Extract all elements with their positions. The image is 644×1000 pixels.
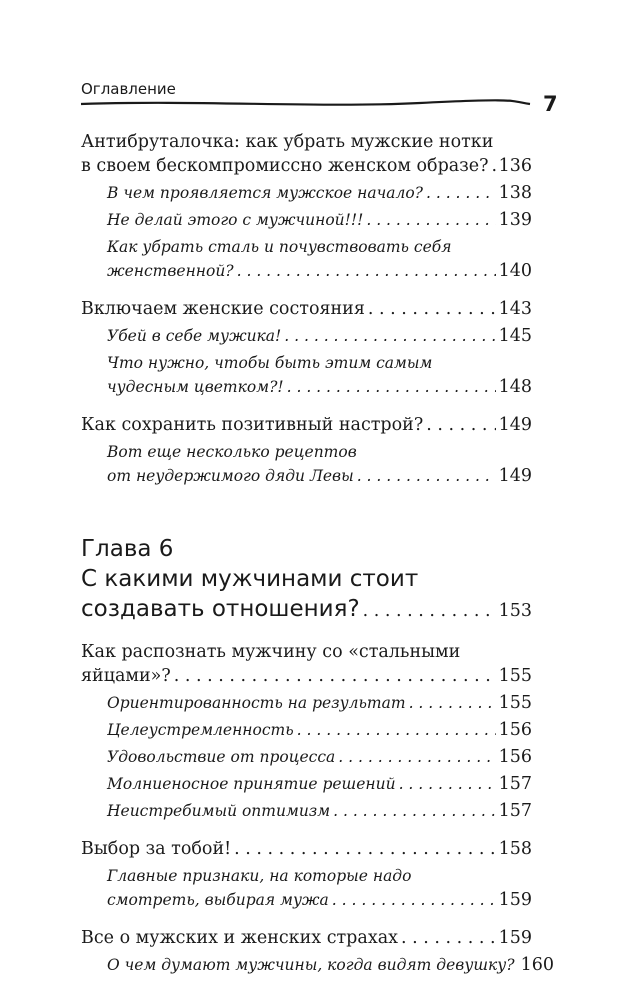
toc-entry-title: Неистребимый оптимизм [107, 802, 331, 820]
toc-entry-title: Молниеносное принятие решений [107, 775, 396, 793]
toc-entry[interactable] [81, 130, 532, 178]
toc-entry[interactable] [81, 837, 532, 861]
leader-dots [492, 154, 496, 178]
toc-entry-title: в своем бескомпромиссно женском образе? [81, 156, 489, 176]
toc-entry-title: Что нужно, чтобы быть этим самым [107, 354, 433, 372]
toc-entry-title: Все о мужских и женских страхах [81, 928, 398, 948]
toc-entry-title: чудесным цветком?! [107, 378, 284, 396]
chapter-title: создавать отношения? [81, 596, 360, 622]
toc-entry-title: Ориентированность на результат [107, 694, 406, 712]
leader-dots [287, 375, 496, 399]
leader-dots [297, 718, 496, 742]
toc-page: 157 [498, 774, 532, 794]
toc-page: 140 [498, 261, 532, 281]
toc-page: 158 [498, 839, 532, 859]
table-of-contents [81, 124, 554, 977]
leader-dots [338, 745, 495, 769]
toc-subentry[interactable] [81, 745, 532, 769]
toc-entry-title: Не делай этого с мужчиной!!! [107, 211, 364, 229]
toc-entry-title: О чем думают мужчины, когда видят девушку? [107, 956, 515, 974]
chapter-title: С какими мужчинами стоит [81, 566, 419, 592]
page-number: 7 [543, 92, 558, 116]
toc-page: 159 [498, 928, 532, 948]
toc-entry[interactable] [81, 413, 532, 437]
toc-subentry[interactable] [81, 324, 532, 348]
toc-entry-title: Как убрать сталь и почувствовать себя [107, 238, 452, 256]
toc-entry-title: от неудержимого дяди Левы [107, 467, 354, 485]
chapter-entry[interactable] [81, 534, 532, 626]
toc-entry-title: Антибруталочка: как убрать мужские нотки [81, 132, 494, 152]
toc-entry-title: В чем проявляется мужское начало? [107, 184, 423, 202]
toc-entry-title: Как сохранить позитивный настрой? [81, 415, 424, 435]
toc-page: 156 [498, 720, 532, 740]
toc-page: 160 [520, 955, 554, 975]
leader-dots [363, 596, 496, 626]
toc-entry[interactable] [81, 640, 532, 688]
leader-dots [333, 799, 495, 823]
leader-dots [357, 464, 496, 488]
leader-dots [399, 772, 496, 796]
toc-entry-title: Как распознать мужчину со «стальными [81, 642, 461, 662]
leader-dots [366, 208, 495, 232]
toc-subentry[interactable] [81, 440, 532, 488]
toc-entry-title: Выбор за тобой! [81, 839, 232, 859]
toc-subentry[interactable] [81, 772, 532, 796]
toc-entry-title: Целеустремленность [107, 721, 294, 739]
toc-page: 139 [498, 210, 532, 230]
toc-page: 136 [498, 156, 532, 176]
toc-page: 155 [498, 693, 532, 713]
toc-entry-title: Главные признаки, на которые надо [107, 867, 412, 885]
toc-entry-title: смотреть, выбирая мужа [107, 891, 329, 909]
toc-entry-title: женственной? [107, 262, 234, 280]
toc-entry-title: яйцами»? [81, 666, 171, 686]
chapter-label: Глава 6 [81, 536, 174, 562]
toc-entry-title: Убей в себе мужика! [107, 327, 282, 345]
toc-subentry[interactable] [81, 864, 532, 912]
toc-subentry[interactable] [81, 691, 532, 715]
toc-subentry[interactable] [81, 799, 532, 823]
leader-dots [284, 324, 495, 348]
toc-page: 149 [498, 415, 532, 435]
toc-subentry[interactable] [81, 718, 532, 742]
leader-dots [234, 837, 495, 861]
toc-entry[interactable] [81, 297, 532, 321]
leader-dots [368, 297, 496, 321]
toc-page: 159 [498, 890, 532, 910]
toc-page: 148 [498, 377, 532, 397]
toc-subentry[interactable] [81, 953, 554, 977]
leader-dots [332, 888, 496, 912]
toc-subentry[interactable] [81, 208, 532, 232]
toc-entry-title: Удовольствие от процесса [107, 748, 336, 766]
leader-dots [401, 926, 496, 950]
toc-page: 156 [498, 747, 532, 767]
leader-dots [409, 691, 496, 715]
toc-page: 145 [498, 326, 532, 346]
toc-page: 155 [498, 666, 532, 686]
leader-dots [174, 664, 496, 688]
leader-dots [426, 413, 495, 437]
toc-page: 149 [498, 466, 532, 486]
toc-subentry[interactable] [81, 351, 532, 399]
toc-subentry[interactable] [81, 235, 532, 283]
toc-subentry[interactable] [81, 181, 532, 205]
leader-dots [426, 181, 496, 205]
toc-entry-title: Вот еще несколько рецептов [107, 443, 357, 461]
toc-entry[interactable] [81, 926, 532, 950]
toc-page: 157 [498, 801, 532, 821]
toc-page: 153 [498, 601, 532, 621]
toc-page: 143 [498, 299, 532, 319]
leader-dots [237, 259, 496, 283]
toc-entry-title: Включаем женские состояния [81, 299, 365, 319]
toc-page: 138 [498, 183, 532, 203]
running-header: Оглавление [81, 80, 176, 98]
